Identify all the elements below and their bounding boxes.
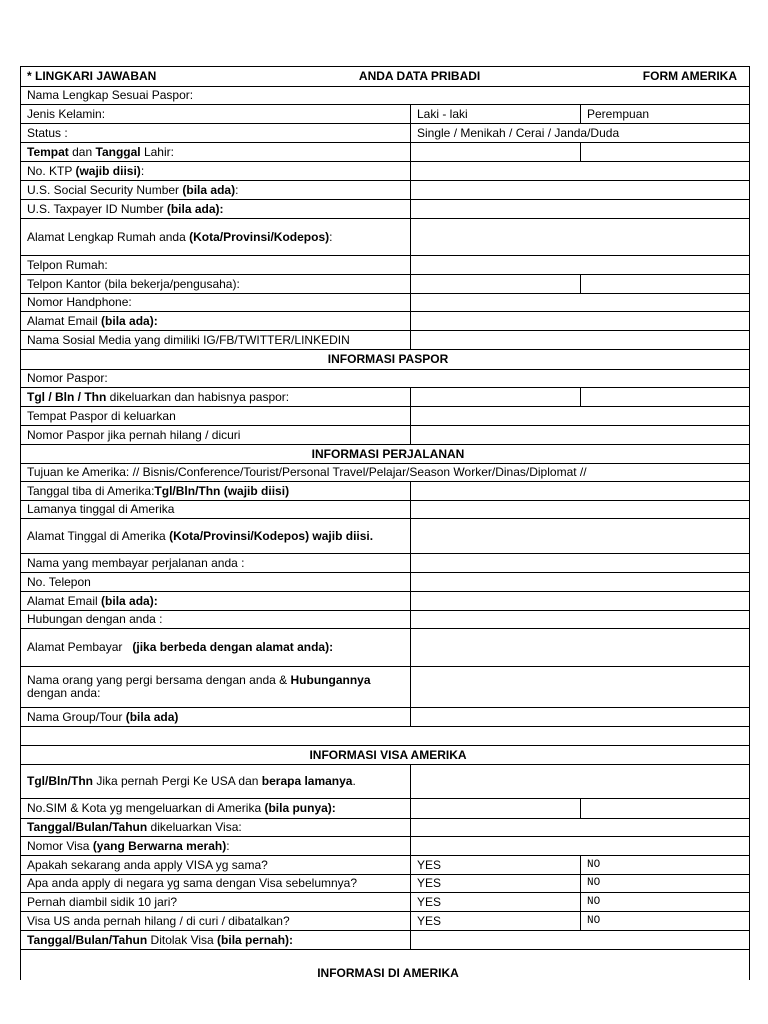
label-q-sidik-jari: Pernah diambil sidik 10 jari? bbox=[21, 893, 411, 912]
label-q-negara-sama: Apa anda apply di negara yg sama dengan Visa sebelumnya? bbox=[21, 875, 411, 893]
option-perempuan[interactable]: Perempuan bbox=[581, 105, 750, 124]
label-sim: No.SIM & Kota yg mengeluarkan di Amerika (bila punya): bbox=[21, 799, 411, 819]
status-options[interactable]: Single / Menikah / Cerai / Janda/Duda bbox=[411, 124, 750, 143]
label-group: Nama Group/Tour (bila ada) bbox=[21, 708, 411, 727]
option-yes-q4[interactable]: YES bbox=[411, 912, 581, 931]
label-nama: Nama Lengkap Sesuai Paspor: bbox=[21, 87, 750, 105]
label-tujuan[interactable]: Tujuan ke Amerika: // Bisnis/Conference/Tourist/Personal Travel/Pelajar/Season Worker/Dinas/Diplomat // bbox=[21, 464, 750, 482]
label-nomor-paspor: Nomor Paspor: bbox=[21, 370, 750, 388]
section-title-amerika: INFORMASI DI AMERIKA bbox=[21, 950, 750, 980]
label-jenis-kelamin: Jenis Kelamin: bbox=[21, 105, 411, 124]
row-email bbox=[21, 312, 750, 331]
row-tujuan bbox=[21, 464, 750, 482]
section-paspor bbox=[21, 350, 750, 370]
field-pembayar[interactable] bbox=[411, 554, 750, 573]
row-paspor-hilang bbox=[21, 426, 750, 445]
field-lama-tinggal[interactable] bbox=[411, 501, 750, 519]
field-ditolak-visa[interactable] bbox=[411, 931, 750, 950]
field-sosmed[interactable] bbox=[411, 331, 750, 350]
label-nomor-visa: Nomor Visa (yang Berwarna merah): bbox=[21, 837, 411, 856]
label-ssn: U.S. Social Security Number (bila ada): bbox=[21, 181, 411, 200]
field-email-pembayar[interactable] bbox=[411, 592, 750, 611]
section-title-paspor: INFORMASI PASPOR bbox=[21, 350, 750, 370]
row-q-negara-sama bbox=[21, 875, 750, 893]
row-telpon-rumah bbox=[21, 256, 750, 275]
label-bersama: Nama orang yang pergi bersama dengan anda & Hubungannya dengan anda: bbox=[21, 667, 411, 708]
label-q-apply-sama: Apakah sekarang anda apply VISA yg sama? bbox=[21, 856, 411, 875]
section-perjalanan bbox=[21, 445, 750, 464]
field-alamat-amerika[interactable] bbox=[411, 519, 750, 554]
label-tanggal-tiba: Tanggal tiba di Amerika:Tgl/Bln/Thn (wajib diisi) bbox=[21, 482, 411, 501]
option-no-q1[interactable]: NO bbox=[581, 856, 750, 875]
section-title-perjalanan: INFORMASI PERJALANAN bbox=[21, 445, 750, 464]
field-nomor-visa[interactable] bbox=[411, 837, 750, 856]
row-sosmed bbox=[21, 331, 750, 350]
row-no-telepon bbox=[21, 573, 750, 592]
row-tempat-paspor bbox=[21, 407, 750, 426]
field-email[interactable] bbox=[411, 312, 750, 331]
label-taxpayer: U.S. Taxpayer ID Number (bila ada): bbox=[21, 200, 411, 219]
field-tanggal-lahir[interactable] bbox=[581, 143, 750, 162]
label-hubungan: Hubungan dengan anda : bbox=[21, 611, 411, 629]
field-paspor-hilang[interactable] bbox=[411, 426, 750, 445]
field-sim-kota[interactable] bbox=[581, 799, 750, 819]
spacer-cell bbox=[21, 727, 750, 746]
row-status bbox=[21, 124, 750, 143]
row-group bbox=[21, 708, 750, 727]
option-no-q2[interactable]: NO bbox=[581, 875, 750, 893]
field-pernah-usa[interactable] bbox=[411, 765, 750, 799]
label-alamat-rumah: Alamat Lengkap Rumah anda (Kota/Provinsi/Kodepos): bbox=[21, 219, 411, 256]
form-amerika-table bbox=[20, 66, 750, 980]
label-email-pembayar: Alamat Email (bila ada): bbox=[21, 592, 411, 611]
label-alamat-amerika: Alamat Tinggal di Amerika (Kota/Provinsi/Kodepos) wajib diisi. bbox=[21, 519, 411, 554]
field-telpon-kantor-2[interactable] bbox=[581, 275, 750, 294]
field-visa-dikeluarkan[interactable] bbox=[411, 819, 750, 837]
label-ditolak-visa: Tanggal/Bulan/Tahun Ditolak Visa (bila pernah): bbox=[21, 931, 411, 950]
label-telpon-kantor: Telpon Kantor (bila bekerja/pengusaha): bbox=[21, 275, 411, 294]
label-pernah-usa: Tgl/Bln/Thn Jika pernah Pergi Ke USA dan berapa lamanya. bbox=[21, 765, 411, 799]
row-tanggal-tiba bbox=[21, 482, 750, 501]
field-sim-nomor[interactable] bbox=[411, 799, 581, 819]
row-email-pembayar bbox=[21, 592, 750, 611]
field-tanggal-tiba[interactable] bbox=[411, 482, 750, 501]
row-lama-tinggal bbox=[21, 501, 750, 519]
option-no-q4[interactable]: NO bbox=[581, 912, 750, 931]
field-tempat-paspor[interactable] bbox=[411, 407, 750, 426]
option-yes-q2[interactable]: YES bbox=[411, 875, 581, 893]
row-nomor-visa bbox=[21, 837, 750, 856]
field-tgl-habis[interactable] bbox=[581, 388, 750, 407]
row-ttl bbox=[21, 143, 750, 162]
row-pembayar bbox=[21, 554, 750, 573]
row-q-visa-hilang bbox=[21, 912, 750, 931]
row-tgl-paspor bbox=[21, 388, 750, 407]
label-no-telepon: No. Telepon bbox=[21, 573, 411, 592]
label-alamat-pembayar: Alamat Pembayar (jika berbeda dengan alamat anda): bbox=[21, 629, 411, 667]
option-laki-laki[interactable]: Laki - laki bbox=[411, 105, 581, 124]
field-telpon-kantor-1[interactable] bbox=[411, 275, 581, 294]
label-handphone: Nomor Handphone: bbox=[21, 294, 411, 312]
row-q-apply-sama bbox=[21, 856, 750, 875]
field-tgl-dikeluarkan[interactable] bbox=[411, 388, 581, 407]
label-status: Status : bbox=[21, 124, 411, 143]
row-ktp bbox=[21, 162, 750, 181]
label-sosmed: Nama Sosial Media yang dimiliki IG/FB/TWITTER/LINKEDIN bbox=[21, 331, 411, 350]
field-hubungan[interactable] bbox=[411, 611, 750, 629]
row-q-sidik-jari bbox=[21, 893, 750, 912]
header-instruction: * LINGKARI JAWABAN bbox=[27, 69, 157, 83]
section-visa bbox=[21, 746, 750, 765]
form-header-row bbox=[21, 67, 750, 87]
row-nomor-paspor bbox=[21, 370, 750, 388]
label-tgl-paspor: Tgl / Bln / Thn dikeluarkan dan habisnya paspor: bbox=[21, 388, 411, 407]
row-visa-dikeluarkan bbox=[21, 819, 750, 837]
row-alamat-pembayar bbox=[21, 629, 750, 667]
label-pembayar: Nama yang membayar perjalanan anda : bbox=[21, 554, 411, 573]
label-ttl: Tempat dan Tanggal Lahir: bbox=[21, 143, 411, 162]
row-ssn bbox=[21, 181, 750, 200]
field-no-telepon[interactable] bbox=[411, 573, 750, 592]
row-pernah-usa bbox=[21, 765, 750, 799]
label-lama-tinggal: Lamanya tinggal di Amerika bbox=[21, 501, 411, 519]
label-telpon-rumah: Telpon Rumah: bbox=[21, 256, 411, 275]
row-bersama bbox=[21, 667, 750, 708]
field-ktp[interactable] bbox=[411, 162, 750, 181]
row-jenis-kelamin bbox=[21, 105, 750, 124]
field-telpon-rumah[interactable] bbox=[411, 256, 750, 275]
row-ditolak-visa bbox=[21, 931, 750, 950]
header-form-name: FORM AMERIKA bbox=[642, 69, 738, 83]
label-paspor-hilang: Nomor Paspor jika pernah hilang / dicuri bbox=[21, 426, 411, 445]
row-hubungan bbox=[21, 611, 750, 629]
row-nama bbox=[21, 87, 750, 105]
field-taxpayer[interactable] bbox=[411, 200, 750, 219]
field-bersama[interactable] bbox=[411, 667, 750, 708]
field-tempat-lahir[interactable] bbox=[411, 143, 581, 162]
row-telpon-kantor bbox=[21, 275, 750, 294]
field-alamat-pembayar[interactable] bbox=[411, 629, 750, 667]
option-yes-q3[interactable]: YES bbox=[411, 893, 581, 912]
section-amerika bbox=[21, 950, 750, 980]
field-ssn[interactable] bbox=[411, 181, 750, 200]
spacer-row bbox=[21, 727, 750, 746]
header-title: ANDA DATA PRIBADI bbox=[358, 69, 481, 83]
label-tempat-paspor: Tempat Paspor di keluarkan bbox=[21, 407, 411, 426]
option-yes-q1[interactable]: YES bbox=[411, 856, 581, 875]
row-taxpayer bbox=[21, 200, 750, 219]
row-alamat-rumah bbox=[21, 219, 750, 256]
section-title-visa: INFORMASI VISA AMERIKA bbox=[21, 746, 750, 765]
field-group[interactable] bbox=[411, 708, 750, 727]
label-ktp: No. KTP (wajib diisi): bbox=[21, 162, 411, 181]
field-handphone[interactable] bbox=[411, 294, 750, 312]
row-sim bbox=[21, 799, 750, 819]
option-no-q3[interactable]: NO bbox=[581, 893, 750, 912]
label-q-visa-hilang: Visa US anda pernah hilang / di curi / dibatalkan? bbox=[21, 912, 411, 931]
label-visa-dikeluarkan: Tanggal/Bulan/Tahun dikeluarkan Visa: bbox=[21, 819, 411, 837]
row-alamat-amerika bbox=[21, 519, 750, 554]
label-email: Alamat Email (bila ada): bbox=[21, 312, 411, 331]
field-alamat-rumah[interactable] bbox=[411, 219, 750, 256]
row-handphone bbox=[21, 294, 750, 312]
